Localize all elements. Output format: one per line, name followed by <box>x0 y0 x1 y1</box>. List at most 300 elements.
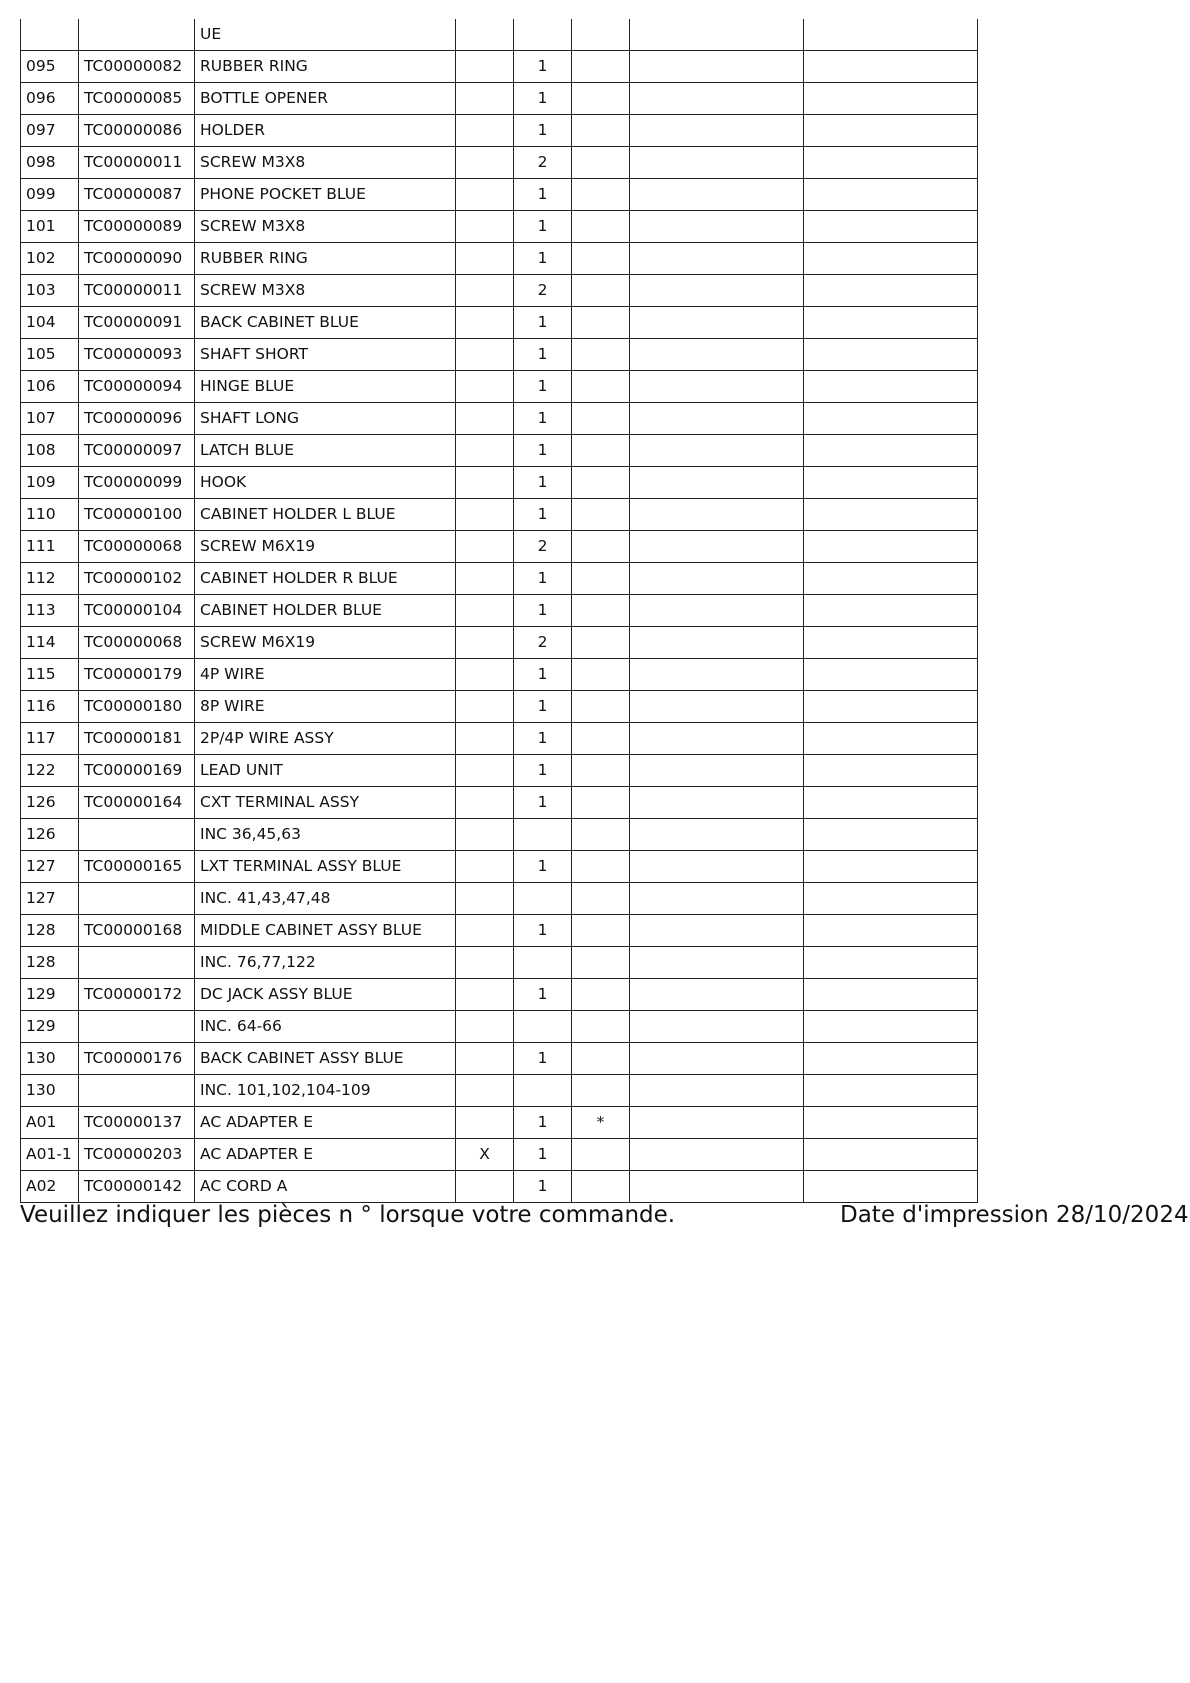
quantity-cell <box>514 947 572 979</box>
description-cell: INC. 64-66 <box>195 1011 456 1043</box>
extra-col-2-cell <box>804 691 978 723</box>
extra-col-2-cell <box>804 499 978 531</box>
flag-mark-cell <box>572 531 630 563</box>
note-mark-cell <box>456 659 514 691</box>
item-number-cell: 127 <box>21 883 79 915</box>
part-code-cell: TC00000087 <box>79 179 195 211</box>
note-mark-cell <box>456 851 514 883</box>
extra-col-1-cell <box>630 83 804 115</box>
note-mark-cell <box>456 467 514 499</box>
quantity-cell: 1 <box>514 979 572 1011</box>
extra-col-2-cell <box>804 1107 978 1139</box>
flag-mark-cell <box>572 435 630 467</box>
item-number-cell: 122 <box>21 755 79 787</box>
extra-col-2-cell <box>804 339 978 371</box>
extra-col-1-cell <box>630 211 804 243</box>
flag-mark-cell <box>572 563 630 595</box>
part-code-cell: TC00000142 <box>79 1171 195 1203</box>
extra-col-2-cell <box>804 531 978 563</box>
extra-col-2-cell <box>804 51 978 83</box>
extra-col-2-cell <box>804 563 978 595</box>
extra-col-2-cell <box>804 211 978 243</box>
note-mark-cell <box>456 435 514 467</box>
quantity-cell <box>514 1075 572 1107</box>
parts-table <box>20 19 978 1203</box>
item-number-cell: A01 <box>21 1107 79 1139</box>
note-mark-cell <box>456 83 514 115</box>
description-cell: PHONE POCKET BLUE <box>195 179 456 211</box>
description-cell: CABINET HOLDER BLUE <box>195 595 456 627</box>
table-row <box>21 627 978 659</box>
table-row <box>21 19 978 51</box>
description-cell: HOOK <box>195 467 456 499</box>
flag-mark-cell <box>572 179 630 211</box>
table-row <box>21 883 978 915</box>
table-row <box>21 307 978 339</box>
table-row <box>21 979 978 1011</box>
part-code-cell: TC00000137 <box>79 1107 195 1139</box>
quantity-cell <box>514 1011 572 1043</box>
item-number-cell: 129 <box>21 1011 79 1043</box>
note-mark-cell <box>456 915 514 947</box>
description-cell: AC ADAPTER E <box>195 1139 456 1171</box>
description-cell: LEAD UNIT <box>195 755 456 787</box>
description-cell: LXT TERMINAL ASSY BLUE <box>195 851 456 883</box>
description-cell: LATCH BLUE <box>195 435 456 467</box>
table-row <box>21 595 978 627</box>
note-mark-cell <box>456 403 514 435</box>
extra-col-2-cell <box>804 307 978 339</box>
description-cell: AC CORD A <box>195 1171 456 1203</box>
note-mark-cell <box>456 179 514 211</box>
extra-col-1-cell <box>630 1139 804 1171</box>
table-row <box>21 787 978 819</box>
extra-col-1-cell <box>630 275 804 307</box>
extra-col-1-cell <box>630 243 804 275</box>
item-number-cell: 098 <box>21 147 79 179</box>
extra-col-1-cell <box>630 531 804 563</box>
extra-col-1-cell <box>630 51 804 83</box>
note-mark-cell <box>456 147 514 179</box>
flag-mark-cell <box>572 467 630 499</box>
flag-mark-cell <box>572 83 630 115</box>
extra-col-1-cell <box>630 371 804 403</box>
item-number-cell: 096 <box>21 83 79 115</box>
extra-col-2-cell <box>804 1139 978 1171</box>
item-number-cell: 104 <box>21 307 79 339</box>
part-code-cell: TC00000165 <box>79 851 195 883</box>
extra-col-1-cell <box>630 659 804 691</box>
description-cell: MIDDLE CABINET ASSY BLUE <box>195 915 456 947</box>
table-row <box>21 659 978 691</box>
item-number-cell: 126 <box>21 819 79 851</box>
note-mark-cell <box>456 243 514 275</box>
part-code-cell: TC00000164 <box>79 787 195 819</box>
extra-col-1-cell <box>630 595 804 627</box>
description-cell: 4P WIRE <box>195 659 456 691</box>
quantity-cell: 1 <box>514 1139 572 1171</box>
part-code-cell: TC00000172 <box>79 979 195 1011</box>
item-number-cell: 097 <box>21 115 79 147</box>
note-mark-cell <box>456 531 514 563</box>
part-code-cell: TC00000176 <box>79 1043 195 1075</box>
part-code-cell: TC00000179 <box>79 659 195 691</box>
note-mark-cell <box>456 979 514 1011</box>
part-code-cell: TC00000099 <box>79 467 195 499</box>
extra-col-1-cell <box>630 627 804 659</box>
description-cell: 2P/4P WIRE ASSY <box>195 723 456 755</box>
item-number-cell: 115 <box>21 659 79 691</box>
quantity-cell: 1 <box>514 403 572 435</box>
quantity-cell: 1 <box>514 1107 572 1139</box>
table-row <box>21 275 978 307</box>
note-mark-cell <box>456 371 514 403</box>
item-number-cell: 105 <box>21 339 79 371</box>
flag-mark-cell <box>572 787 630 819</box>
part-code-cell: TC00000082 <box>79 51 195 83</box>
extra-col-1-cell <box>630 691 804 723</box>
flag-mark-cell <box>572 371 630 403</box>
extra-col-2-cell <box>804 1043 978 1075</box>
table-row <box>21 1011 978 1043</box>
extra-col-2-cell <box>804 883 978 915</box>
quantity-cell: 1 <box>514 851 572 883</box>
table-row <box>21 179 978 211</box>
item-number-cell: 095 <box>21 51 79 83</box>
part-code-cell <box>79 819 195 851</box>
extra-col-1-cell <box>630 1011 804 1043</box>
item-number-cell: 130 <box>21 1043 79 1075</box>
note-mark-cell <box>456 499 514 531</box>
quantity-cell <box>514 19 572 51</box>
extra-col-2-cell <box>804 19 978 51</box>
flag-mark-cell <box>572 755 630 787</box>
quantity-cell: 1 <box>514 179 572 211</box>
extra-col-1-cell <box>630 915 804 947</box>
flag-mark-cell: * <box>572 1107 630 1139</box>
item-number-cell: 101 <box>21 211 79 243</box>
item-number-cell: 116 <box>21 691 79 723</box>
description-cell: SHAFT LONG <box>195 403 456 435</box>
flag-mark-cell <box>572 307 630 339</box>
note-mark-cell <box>456 19 514 51</box>
table-row <box>21 1171 978 1203</box>
note-mark-cell <box>456 723 514 755</box>
extra-col-2-cell <box>804 243 978 275</box>
quantity-cell: 1 <box>514 563 572 595</box>
flag-mark-cell <box>572 659 630 691</box>
part-code-cell <box>79 947 195 979</box>
description-cell: HOLDER <box>195 115 456 147</box>
part-code-cell: TC00000089 <box>79 211 195 243</box>
description-cell: CABINET HOLDER R BLUE <box>195 563 456 595</box>
flag-mark-cell <box>572 19 630 51</box>
description-cell: BOTTLE OPENER <box>195 83 456 115</box>
flag-mark-cell <box>572 851 630 883</box>
table-row <box>21 83 978 115</box>
table-row <box>21 115 978 147</box>
table-row <box>21 147 978 179</box>
table-row <box>21 435 978 467</box>
extra-col-2-cell <box>804 403 978 435</box>
extra-col-2-cell <box>804 947 978 979</box>
item-number-cell: 111 <box>21 531 79 563</box>
table-row <box>21 371 978 403</box>
part-code-cell: TC00000100 <box>79 499 195 531</box>
note-mark-cell <box>456 307 514 339</box>
flag-mark-cell <box>572 915 630 947</box>
quantity-cell: 1 <box>514 499 572 531</box>
table-row <box>21 467 978 499</box>
table-row <box>21 755 978 787</box>
extra-col-1-cell <box>630 883 804 915</box>
description-cell: SCREW M3X8 <box>195 147 456 179</box>
extra-col-1-cell <box>630 563 804 595</box>
table-row <box>21 339 978 371</box>
table-row <box>21 1075 978 1107</box>
flag-mark-cell <box>572 1139 630 1171</box>
flag-mark-cell <box>572 723 630 755</box>
description-cell: INC. 41,43,47,48 <box>195 883 456 915</box>
description-cell: BACK CABINET ASSY BLUE <box>195 1043 456 1075</box>
note-mark-cell: X <box>456 1139 514 1171</box>
note-mark-cell <box>456 211 514 243</box>
description-cell: CABINET HOLDER L BLUE <box>195 499 456 531</box>
extra-col-2-cell <box>804 755 978 787</box>
description-cell: 8P WIRE <box>195 691 456 723</box>
description-cell: BACK CABINET BLUE <box>195 307 456 339</box>
part-code-cell <box>79 1011 195 1043</box>
table-row <box>21 499 978 531</box>
note-mark-cell <box>456 339 514 371</box>
note-mark-cell <box>456 1107 514 1139</box>
note-mark-cell <box>456 51 514 83</box>
item-number-cell: 109 <box>21 467 79 499</box>
table-row <box>21 915 978 947</box>
part-code-cell: TC00000093 <box>79 339 195 371</box>
flag-mark-cell <box>572 595 630 627</box>
note-mark-cell <box>456 883 514 915</box>
quantity-cell: 2 <box>514 147 572 179</box>
quantity-cell: 1 <box>514 51 572 83</box>
flag-mark-cell <box>572 1043 630 1075</box>
quantity-cell: 1 <box>514 307 572 339</box>
part-code-cell: TC00000169 <box>79 755 195 787</box>
note-mark-cell <box>456 755 514 787</box>
flag-mark-cell <box>572 115 630 147</box>
quantity-cell: 1 <box>514 1171 572 1203</box>
extra-col-2-cell <box>804 147 978 179</box>
flag-mark-cell <box>572 819 630 851</box>
part-code-cell <box>79 883 195 915</box>
note-mark-cell <box>456 1043 514 1075</box>
extra-col-2-cell <box>804 915 978 947</box>
description-cell: INC 36,45,63 <box>195 819 456 851</box>
extra-col-2-cell <box>804 851 978 883</box>
item-number-cell: 117 <box>21 723 79 755</box>
note-mark-cell <box>456 947 514 979</box>
table-row <box>21 403 978 435</box>
extra-col-2-cell <box>804 979 978 1011</box>
part-code-cell: TC00000090 <box>79 243 195 275</box>
extra-col-2-cell <box>804 1011 978 1043</box>
item-number-cell: 130 <box>21 1075 79 1107</box>
description-cell: SCREW M6X19 <box>195 531 456 563</box>
flag-mark-cell <box>572 627 630 659</box>
part-code-cell: TC00000094 <box>79 371 195 403</box>
flag-mark-cell <box>572 947 630 979</box>
quantity-cell: 1 <box>514 915 572 947</box>
flag-mark-cell <box>572 499 630 531</box>
flag-mark-cell <box>572 211 630 243</box>
part-code-cell: TC00000068 <box>79 531 195 563</box>
description-cell: INC. 76,77,122 <box>195 947 456 979</box>
extra-col-1-cell <box>630 851 804 883</box>
flag-mark-cell <box>572 275 630 307</box>
extra-col-2-cell <box>804 723 978 755</box>
table-row <box>21 211 978 243</box>
part-code-cell: TC00000168 <box>79 915 195 947</box>
table-row <box>21 851 978 883</box>
extra-col-2-cell <box>804 787 978 819</box>
extra-col-1-cell <box>630 467 804 499</box>
part-code-cell: TC00000102 <box>79 563 195 595</box>
parts-table-body <box>21 19 978 1203</box>
flag-mark-cell <box>572 979 630 1011</box>
quantity-cell: 1 <box>514 435 572 467</box>
extra-col-1-cell <box>630 787 804 819</box>
table-row <box>21 563 978 595</box>
quantity-cell: 1 <box>514 83 572 115</box>
quantity-cell: 1 <box>514 691 572 723</box>
extra-col-1-cell <box>630 819 804 851</box>
extra-col-1-cell <box>630 979 804 1011</box>
note-mark-cell <box>456 819 514 851</box>
extra-col-1-cell <box>630 339 804 371</box>
part-code-cell: TC00000181 <box>79 723 195 755</box>
print-date: Date d'impression 28/10/2024 <box>840 1202 1189 1228</box>
description-cell: RUBBER RING <box>195 243 456 275</box>
note-mark-cell <box>456 1075 514 1107</box>
extra-col-2-cell <box>804 275 978 307</box>
flag-mark-cell <box>572 51 630 83</box>
quantity-cell: 2 <box>514 275 572 307</box>
extra-col-1-cell <box>630 1075 804 1107</box>
part-code-cell <box>79 19 195 51</box>
note-mark-cell <box>456 563 514 595</box>
part-code-cell: TC00000097 <box>79 435 195 467</box>
quantity-cell: 1 <box>514 1043 572 1075</box>
quantity-cell: 1 <box>514 659 572 691</box>
flag-mark-cell <box>572 1171 630 1203</box>
extra-col-2-cell <box>804 627 978 659</box>
note-mark-cell <box>456 787 514 819</box>
quantity-cell <box>514 819 572 851</box>
extra-col-2-cell <box>804 371 978 403</box>
quantity-cell: 1 <box>514 243 572 275</box>
extra-col-1-cell <box>630 723 804 755</box>
note-mark-cell <box>456 1171 514 1203</box>
note-mark-cell <box>456 1011 514 1043</box>
table-row <box>21 1107 978 1139</box>
extra-col-1-cell <box>630 755 804 787</box>
order-instruction-note: Veuillez indiquer les pièces n ° lorsque votre commande. <box>20 1202 676 1228</box>
part-code-cell: TC00000091 <box>79 307 195 339</box>
part-code-cell: TC00000085 <box>79 83 195 115</box>
flag-mark-cell <box>572 147 630 179</box>
description-cell: AC ADAPTER E <box>195 1107 456 1139</box>
description-cell: INC. 101,102,104-109 <box>195 1075 456 1107</box>
quantity-cell: 1 <box>514 755 572 787</box>
item-number-cell: A02 <box>21 1171 79 1203</box>
description-cell: DC JACK ASSY BLUE <box>195 979 456 1011</box>
extra-col-1-cell <box>630 403 804 435</box>
extra-col-2-cell <box>804 83 978 115</box>
table-row <box>21 947 978 979</box>
item-number-cell: 128 <box>21 915 79 947</box>
note-mark-cell <box>456 627 514 659</box>
flag-mark-cell <box>572 339 630 371</box>
part-code-cell <box>79 1075 195 1107</box>
item-number-cell: 103 <box>21 275 79 307</box>
table-row <box>21 723 978 755</box>
extra-col-1-cell <box>630 147 804 179</box>
flag-mark-cell <box>572 1011 630 1043</box>
note-mark-cell <box>456 115 514 147</box>
extra-col-1-cell <box>630 1171 804 1203</box>
item-number-cell: 113 <box>21 595 79 627</box>
quantity-cell: 1 <box>514 787 572 819</box>
extra-col-1-cell <box>630 435 804 467</box>
table-row <box>21 1139 978 1171</box>
note-mark-cell <box>456 691 514 723</box>
quantity-cell: 1 <box>514 467 572 499</box>
extra-col-2-cell <box>804 595 978 627</box>
extra-col-1-cell <box>630 19 804 51</box>
part-code-cell: TC00000011 <box>79 275 195 307</box>
item-number-cell: A01-1 <box>21 1139 79 1171</box>
part-code-cell: TC00000086 <box>79 115 195 147</box>
item-number-cell <box>21 19 79 51</box>
extra-col-2-cell <box>804 467 978 499</box>
extra-col-1-cell <box>630 1107 804 1139</box>
quantity-cell: 2 <box>514 531 572 563</box>
item-number-cell: 106 <box>21 371 79 403</box>
item-number-cell: 126 <box>21 787 79 819</box>
item-number-cell: 099 <box>21 179 79 211</box>
part-code-cell: TC00000203 <box>79 1139 195 1171</box>
extra-col-1-cell <box>630 179 804 211</box>
part-code-cell: TC00000180 <box>79 691 195 723</box>
item-number-cell: 128 <box>21 947 79 979</box>
extra-col-1-cell <box>630 947 804 979</box>
flag-mark-cell <box>572 1075 630 1107</box>
item-number-cell: 110 <box>21 499 79 531</box>
table-row <box>21 691 978 723</box>
extra-col-1-cell <box>630 1043 804 1075</box>
flag-mark-cell <box>572 243 630 275</box>
extra-col-2-cell <box>804 115 978 147</box>
extra-col-1-cell <box>630 499 804 531</box>
item-number-cell: 112 <box>21 563 79 595</box>
description-cell: SHAFT SHORT <box>195 339 456 371</box>
quantity-cell: 1 <box>514 115 572 147</box>
note-mark-cell <box>456 275 514 307</box>
table-row <box>21 51 978 83</box>
table-row <box>21 243 978 275</box>
part-code-cell: TC00000011 <box>79 147 195 179</box>
part-code-cell: TC00000096 <box>79 403 195 435</box>
